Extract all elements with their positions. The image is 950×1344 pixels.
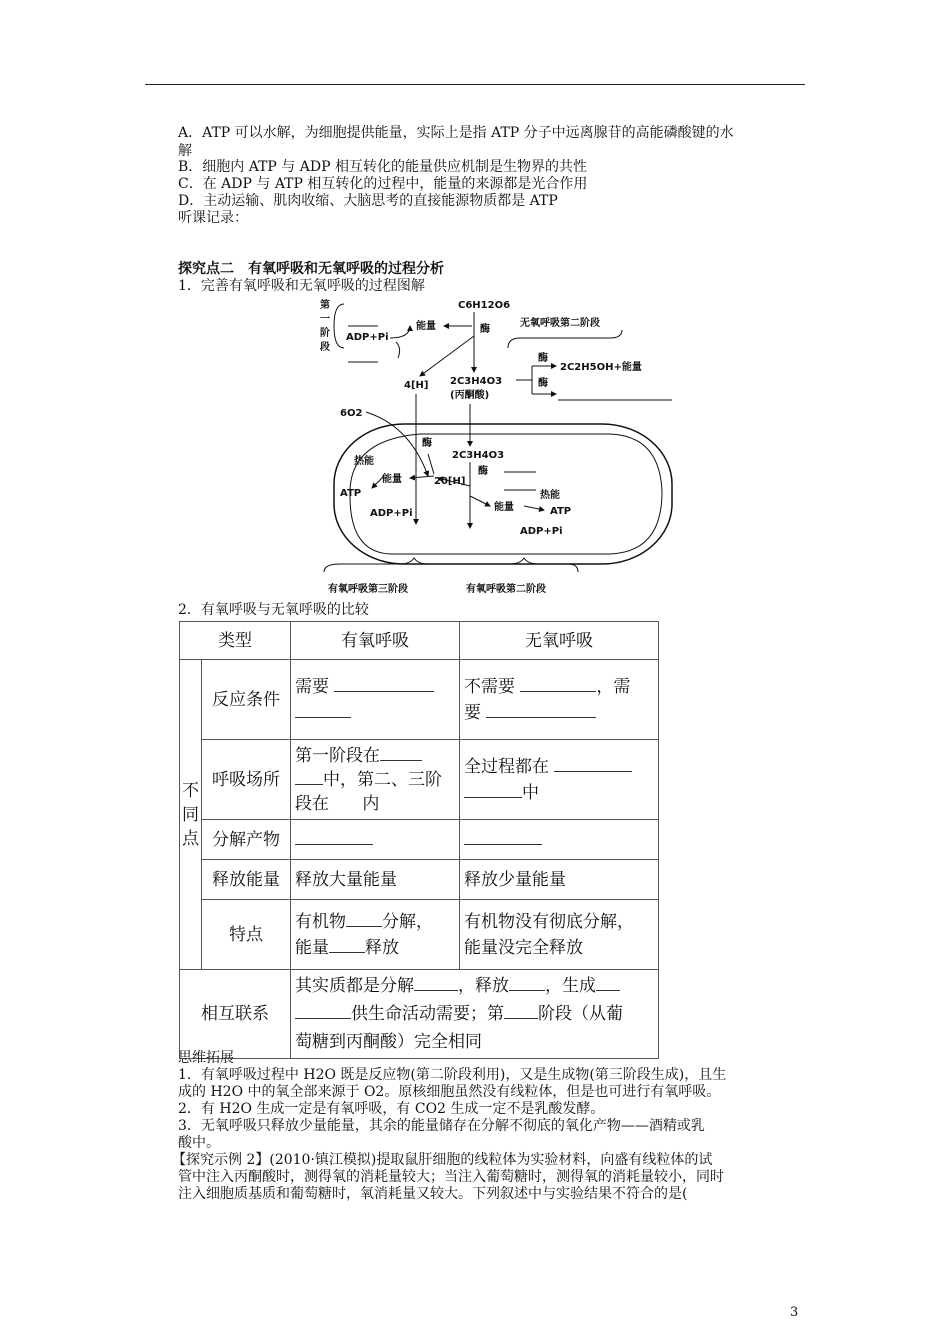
h20-label: 20[H] [434,476,466,487]
option-b: B．细胞内 ATP 与 ADP 相互转化的能量供应机制是生物界的共性 [178,159,587,175]
cell-text: 第一阶段在 [295,745,380,766]
expansion-p1-line1: 1．有氧呼吸过程中 H2O 既是反应物(第二阶段利用)，又是生成物(第三阶段生成)，且生 [178,1067,727,1083]
row-label-products: 分解产物 [202,820,291,860]
header-type: 类型 [180,622,291,660]
cell-text: 不需要 [464,676,515,697]
cell-text: 内 [362,793,380,814]
cell-text: 需要 [295,676,329,697]
example-line1: 【探究示例 2】(2010·镇江模拟)提取鼠肝细胞的线粒体为实验材料，向盛有线粒体的试 [172,1152,713,1168]
option-c: C．在 ADP 与 ATP 相互转化的过程中，能量的来源都是光合作用 [178,176,588,192]
cell-text: 有机物 [295,911,346,932]
enzyme-label-3: 酶 [538,378,548,389]
enzyme-label-2: 酶 [538,353,548,364]
blank [380,744,422,761]
pyruvate-label-2: 2C3H4O3 [452,450,505,461]
cell-text: ，需 [596,676,631,697]
cell-anaerobic-products [460,820,659,860]
adp-pi-label-2: ADP+Pi [370,508,413,519]
heat-label-1: 热能 [354,456,374,467]
header-anaerobic: 无氧呼吸 [460,622,659,660]
enzyme-label-4: 酶 [422,438,432,449]
example-line3: 注入细胞质基质和葡萄糖时，氧消耗量又较大。下列叙述中与实验结果不符合的是( [178,1186,688,1202]
expansion-title: 思维拓展 [178,1050,234,1066]
expansion-p1-line2: 成的 H2O 中的氧全部来源于 O2。原核细胞虽然没有线粒体，但是也可进行有氧呼吸。 [178,1084,721,1100]
adp-pi-label-3: ADP+Pi [520,526,563,537]
blank [464,828,542,845]
expansion-p3-line2: 酸中。 [178,1135,220,1151]
ethanol-label: 2C2H5OH+能量 [560,362,642,373]
option-a-line1: A．ATP 可以水解，为细胞提供能量，实际上是指 ATP 分子中远离腺苷的高能磷酸键的水 [178,125,734,141]
comparison-table [179,621,659,1059]
cell-relation [291,970,659,1059]
cell-text: 萄糖到丙酮酸）完全相同 [295,1032,482,1052]
cell-aerobic-location [291,740,460,820]
cell-anaerobic-feature [460,900,659,970]
energy-label-2: 能量 [382,474,402,485]
blank [295,768,323,785]
cell-text: ，释放 [458,976,509,996]
cell-text: 供生命活动需要；第 [351,1004,504,1024]
cell-text: 全过程都在 [464,756,549,777]
row-label-energy: 释放能量 [202,860,291,900]
stage1-char3: 阶 [320,328,330,339]
cell-text: 中，第二、三阶 [323,769,442,790]
row-label-relation: 相互联系 [180,970,291,1059]
h4-label: 4[H] [404,380,429,391]
pyruvate-label: 2C3H4O3 [450,376,503,387]
energy-label-1: 能量 [416,321,436,332]
blank [520,675,596,692]
blank [486,701,596,718]
blank [329,936,365,953]
diff-label: 不同点 [180,660,202,970]
stage1-char1: 第 [320,300,330,311]
page-number: 3 [790,1305,799,1320]
row-label-condition: 反应条件 [202,660,291,740]
blank [504,1002,538,1019]
blank [334,675,434,692]
stage1-char2: 一 [320,314,330,325]
anaerobic-stage2-label: 无氧呼吸第二阶段 [520,318,600,329]
blank [414,974,458,991]
aerobic-stage2-label: 有氧呼吸第二阶段 [466,584,546,595]
cell-aerobic-energy: 释放大量能量 [291,860,460,900]
section-item1: 1．完善有氧呼吸和无氧呼吸的过程图解 [178,278,425,294]
expansion-p2: 2．有 H2O 生成一定是有氧呼吸，有 CO2 生成一定不是乳酸发酵。 [178,1101,605,1117]
cell-aerobic-products [291,820,460,860]
cell-text: 释放 [365,937,399,958]
cell-text: 阶段（从葡 [538,1004,623,1024]
pyruvate-name-label: (丙酮酸) [450,390,490,401]
cell-text: 分解， [382,911,433,932]
cell-anaerobic-location [460,740,659,820]
enzyme-label-1: 酶 [480,324,490,335]
blank [596,974,620,991]
blank [509,974,545,991]
glucose-label: C6H12O6 [458,300,511,311]
adp-pi-label-1: ADP+Pi [346,332,389,343]
enzyme-label-5: 酶 [478,466,488,477]
atp-label-1: ATP [340,488,362,499]
row-label-location: 呼吸场所 [202,740,291,820]
heat-label-2: 热能 [540,490,560,501]
example-line2: 管中注入丙酮酸时，测得氧的消耗量较大；当注入葡萄糖时，测得氧的消耗量较小，同时 [178,1169,724,1185]
notes-label: 听课记录： [178,210,248,226]
cell-text: ，生成 [545,976,596,996]
header-aerobic: 有氧呼吸 [291,622,460,660]
cell-text: 其实质都是分解 [295,976,414,996]
header-rule [145,84,805,85]
option-a-line2: 解 [178,143,192,159]
section-title: 探究点二 有氧呼吸和无氧呼吸的过程分析 [178,261,444,277]
section-item2: 2．有氧呼吸与无氧呼吸的比较 [178,602,369,618]
cell-aerobic-condition [291,660,460,740]
cell-text: 中 [522,782,539,803]
expansion-p3-line1: 3．无氧呼吸只释放少量能量，其余的能量储存在分解不彻底的氧化产物——酒精或乳 [178,1118,705,1134]
blank [295,828,373,845]
cell-text: 段在 [295,793,329,814]
cell-anaerobic-energy: 释放少量能量 [460,860,659,900]
blank [464,781,522,798]
respiration-diagram [310,296,680,599]
atp-label-2: ATP [550,506,572,517]
energy-label-3: 能量 [494,502,514,513]
option-d: D．主动运输、肌肉收缩、大脑思考的直接能源物质都是 ATP [178,193,558,209]
cell-text: 能量 [295,937,329,958]
row-label-feature: 特点 [202,900,291,970]
blank [554,755,632,772]
cell-text: 要 [464,702,481,723]
cell-text: 能量没完全释放 [464,937,583,958]
blank [295,701,351,718]
o2-label: 6O2 [340,408,363,419]
stage1-char4: 段 [320,342,330,353]
blank [346,910,382,927]
cell-aerobic-feature [291,900,460,970]
blank [295,1002,351,1019]
cell-text: 有机物没有彻底分解， [464,911,634,932]
aerobic-stage3-label: 有氧呼吸第三阶段 [328,584,408,595]
cell-anaerobic-condition [460,660,659,740]
